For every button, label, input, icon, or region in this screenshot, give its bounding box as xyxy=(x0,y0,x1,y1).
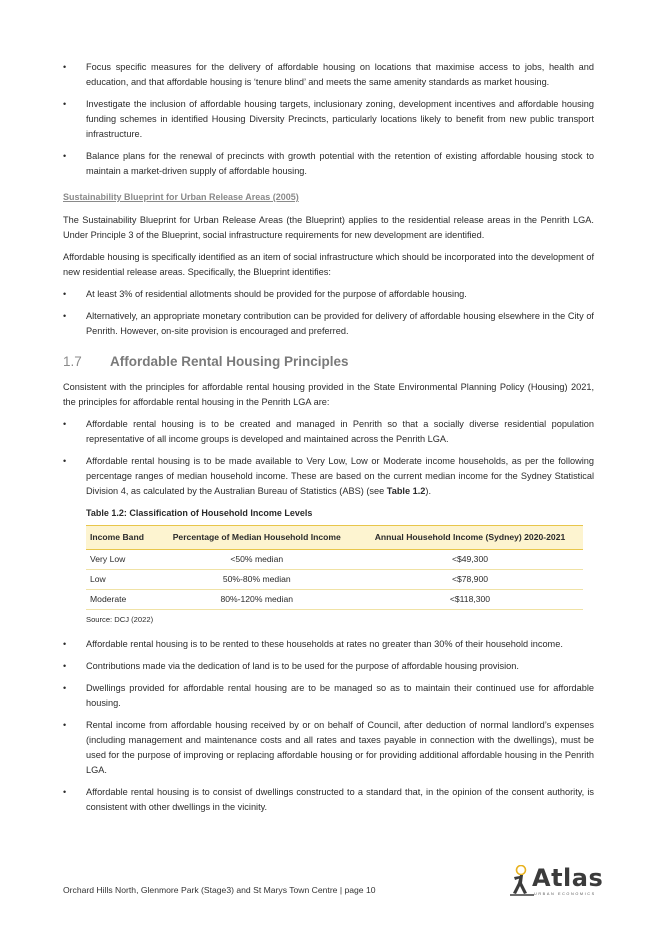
bullet-icon: • xyxy=(63,720,67,730)
list-item: • Focus specific measures for the delivery of affordable housing on locations that maximise access to jobs, health and education, and that affordable housing is ‘tenure blind’ and meets the same amenity standards as market housing. xyxy=(63,62,594,87)
table-cell: Moderate xyxy=(86,590,157,610)
blueprint-paragraph-1: The Sustainability Blueprint for Urban Release Areas (the Blueprint) applies to the residential release areas in the Penrith LGA. Under Principle 3 of the Blueprint, social infrastructure requirements for new development are identified. xyxy=(63,215,594,240)
top-bullet-list xyxy=(63,60,594,179)
income-table-block xyxy=(86,506,594,627)
bullet-icon: • xyxy=(63,99,67,109)
income-table xyxy=(86,525,583,610)
table-cell: 50%-80% median xyxy=(157,570,357,590)
blueprint-paragraph-2: Affordable housing is specifically identified as an item of social infrastructure which should be incorporated into the development of new residential release areas. Specifically, the Blueprint identifies: xyxy=(63,252,594,277)
section-title: Affordable Rental Housing Principles xyxy=(110,354,349,369)
more-principles-list xyxy=(63,637,594,815)
bullet-icon: • xyxy=(63,311,67,321)
table-header-cell: Annual Household Income (Sydney) 2020-2021 xyxy=(357,526,583,550)
blueprint-heading: Sustainability Blueprint for Urban Release Areas (2005) xyxy=(63,192,299,202)
list-item: • Balance plans for the renewal of precincts with growth potential with the retention of existing affordable housing stock to maintain a market-driven supply of affordable housing. xyxy=(63,151,594,176)
atlas-logo xyxy=(510,864,604,900)
table-cell: Low xyxy=(86,570,157,590)
table-row xyxy=(86,550,583,570)
table-cell: <50% median xyxy=(157,550,357,570)
table-cell: Very Low xyxy=(86,550,157,570)
section-number: 1.7 xyxy=(63,354,82,369)
bullet-icon: • xyxy=(63,62,67,72)
table-cell: 80%-120% median xyxy=(157,590,357,610)
list-item: • Affordable rental housing is to be rented to these households at rates no greater than 30% of their household income. xyxy=(63,637,594,652)
bullet-icon: • xyxy=(63,456,67,466)
list-item: • Affordable rental housing is to be created and managed in Penrith so that a socially diverse residential population representative of all income groups is developed and maintained across the Penrith LGA. xyxy=(63,419,594,444)
table-cell: <$78,900 xyxy=(357,570,583,590)
list-item: • Affordable rental housing is to be made available to Very Low, Low or Moderate income households, as per the following percentage ranges of median household income. These are based on the current median income for the Sydney Statistical Division 4, as calculated by the Australian Bureau of Statistics (ABS) (see Table 1.2). xyxy=(63,456,594,496)
table-source: Source: DCJ (2022) xyxy=(86,615,154,624)
table-header-cell: Percentage of Median Household Income xyxy=(157,526,357,550)
bullet-icon: • xyxy=(63,289,67,299)
bullet-icon: • xyxy=(63,661,67,671)
table-header-cell: Income Band xyxy=(86,526,157,550)
bullet-icon: • xyxy=(63,683,67,693)
page-body xyxy=(63,60,594,822)
list-item: • Dwellings provided for affordable rental housing are to be managed so as to maintain their continued use for affordable housing. xyxy=(63,683,594,708)
section-intro: Consistent with the principles for affordable rental housing provided in the State Environmental Planning Policy (Housing) 2021, the principles for affordable rental housing in the Penrith LGA are: xyxy=(63,382,594,407)
list-item: • Rental income from affordable housing received by or on behalf of Council, after deduction of normal landlord’s expenses (including management and maintenance costs and all rates and taxes payable in connection with the dwellings), must be used for the purpose of improving or replacing affordable housing or for providing additional affordable housing in the Penrith LGA. xyxy=(63,720,594,775)
bullet-icon: • xyxy=(63,151,67,161)
bullet-icon: • xyxy=(63,419,67,429)
logo-wordmark: Atlas xyxy=(532,864,604,892)
table-caption: Table 1.2: Classification of Household Income Levels xyxy=(86,508,313,518)
logo-tagline: URBAN ECONOMICS xyxy=(534,892,596,896)
list-item: • Affordable rental housing is to consist of dwellings constructed to a standard that, in the opinion of the consent authority, is consistent with other dwellings in the vicinity. xyxy=(63,787,594,812)
list-item: • At least 3% of residential allotments should be provided for the purpose of affordable housing. xyxy=(63,287,594,302)
table-reference: Table 1.2 xyxy=(386,486,426,496)
bullet-icon: • xyxy=(63,787,67,797)
table-row xyxy=(86,590,583,610)
bullet-icon: • xyxy=(63,639,67,649)
table-cell: <$49,300 xyxy=(357,550,583,570)
list-item: • Contributions made via the dedication of land is to be used for the purpose of affordable housing provision. xyxy=(63,659,594,674)
table-row xyxy=(86,570,583,590)
principles-bullet-list xyxy=(63,417,594,499)
table-cell: <$118,300 xyxy=(357,590,583,610)
page-footer: Orchard Hills North, Glenmore Park (Stage3) and St Marys Town Centre | page 10 xyxy=(63,885,376,895)
table-header-row xyxy=(86,526,583,550)
blueprint-bullet-list xyxy=(63,287,594,339)
list-item: • Investigate the inclusion of affordable housing targets, inclusionary zoning, development incentives and affordable housing funding schemes in identified Housing Diversity Precincts, particularly locations likely to benefit from new public transport infrastructure. xyxy=(63,99,594,139)
list-item: • Alternatively, an appropriate monetary contribution can be provided for delivery of affordable housing elsewhere in the City of Penrith. However, on-site provision is encouraged and preferred. xyxy=(63,311,594,336)
section-heading xyxy=(63,353,594,371)
